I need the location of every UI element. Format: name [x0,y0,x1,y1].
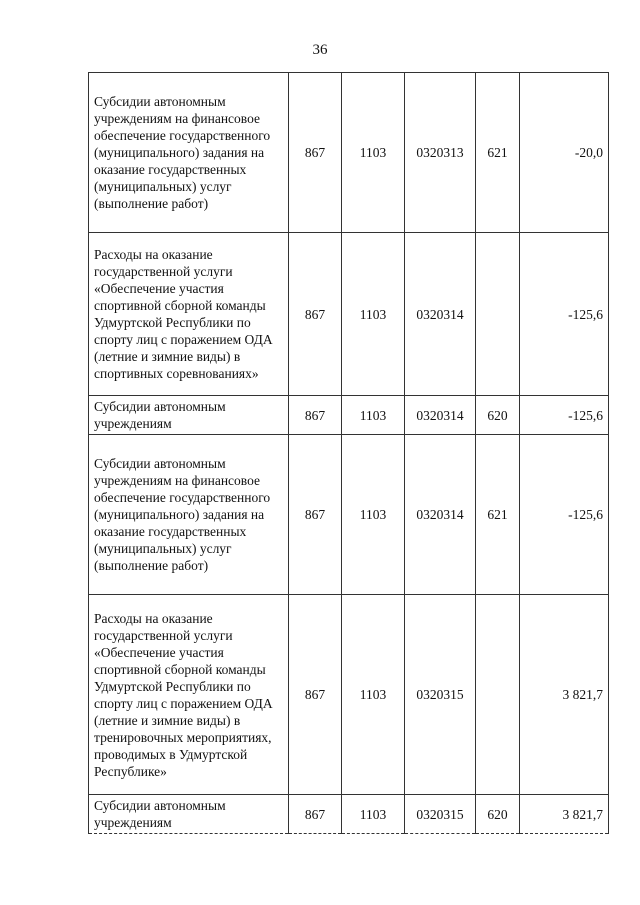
expense-name-cell: Расходы на оказание государственной услуги «Обеспечение участия спортивной сборной команды Удмуртской Республики по спорту лиц с поражением ОДА (летние и зимние виды) в спортивных соревнованиях» [89,233,289,396]
amount-cell: -125,6 [520,233,609,396]
ved-cell: 867 [289,595,342,795]
ved-cell: 867 [289,435,342,595]
table-row [89,233,609,396]
expense-name-cell: Субсидии автономным учреждениям [89,795,289,834]
target-article-cell: 0320314 [405,396,476,435]
expense-type-cell [476,595,520,795]
expense-name-cell: Субсидии автономным учреждениям [89,396,289,435]
amount-cell: -125,6 [520,396,609,435]
amount-cell: 3 821,7 [520,795,609,834]
target-article-cell: 0320315 [405,595,476,795]
expense-type-cell [476,233,520,396]
target-article-cell: 0320314 [405,435,476,595]
amount-cell: -20,0 [520,73,609,233]
ved-cell: 867 [289,73,342,233]
target-article-cell: 0320313 [405,73,476,233]
table-row [89,795,609,834]
table-row [89,595,609,795]
section-cell: 1103 [342,595,405,795]
table-row [89,435,609,595]
section-cell: 1103 [342,233,405,396]
ved-cell: 867 [289,396,342,435]
budget-table [88,72,609,834]
ved-cell: 867 [289,233,342,396]
expense-name-cell: Субсидии автономным учреждениям на финансовое обеспечение государственного (муниципального) задания на оказание государственных (муниципальных) услуг (выполнение работ) [89,435,289,595]
expense-type-cell: 621 [476,435,520,595]
target-article-cell: 0320315 [405,795,476,834]
section-cell: 1103 [342,396,405,435]
expense-type-cell: 621 [476,73,520,233]
amount-cell: 3 821,7 [520,595,609,795]
amount-cell: -125,6 [520,435,609,595]
target-article-cell: 0320314 [405,233,476,396]
section-cell: 1103 [342,435,405,595]
expense-name-cell: Расходы на оказание государственной услуги «Обеспечение участия спортивной сборной команды Удмуртской Республики по спорту лиц с поражением ОДА (летние и зимние виды) в тренировочных мероприятиях, проводимых в Удмуртской Республике» [89,595,289,795]
section-cell: 1103 [342,73,405,233]
ved-cell: 867 [289,795,342,834]
expense-type-cell: 620 [476,795,520,834]
table-row [89,73,609,233]
expense-type-cell: 620 [476,396,520,435]
page-number: 36 [312,42,328,58]
section-cell: 1103 [342,795,405,834]
expense-name-cell: Субсидии автономным учреждениям на финансовое обеспечение государственного (муниципального) задания на оказание государственных (муниципальных) услуг (выполнение работ) [89,73,289,233]
table-row [89,396,609,435]
